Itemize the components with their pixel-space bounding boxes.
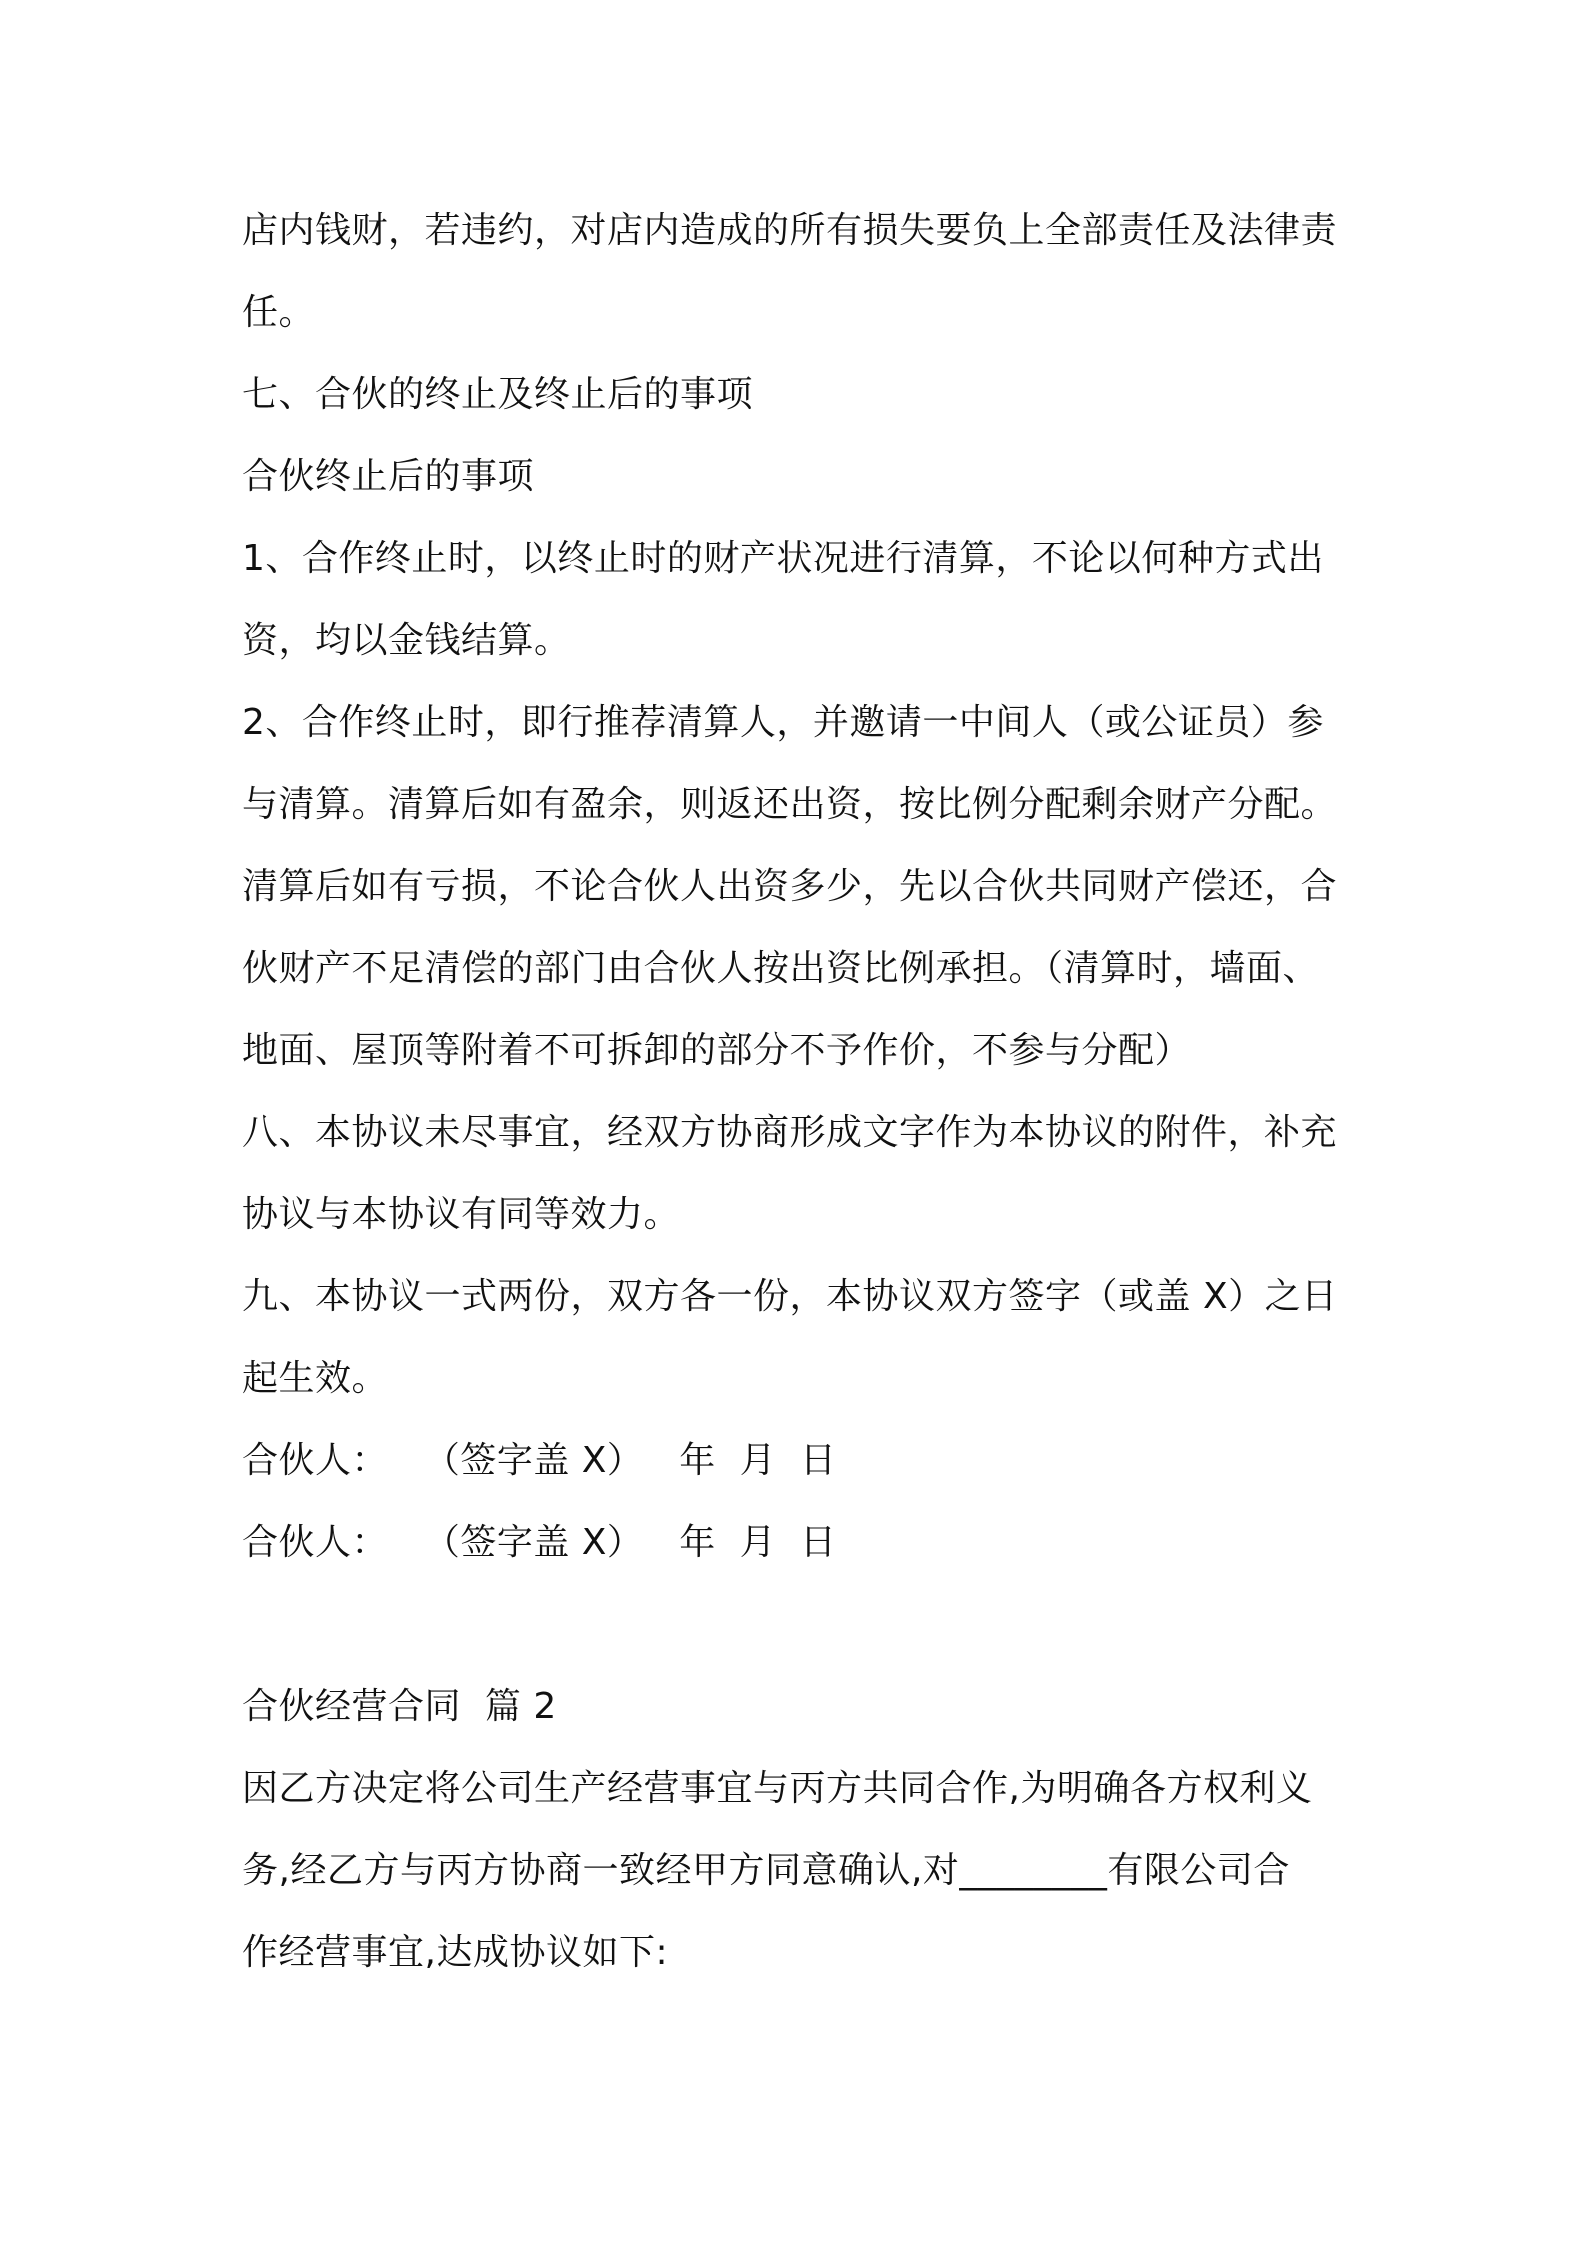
paragraph-line: 务,经乙方与丙方协商一致经甲方同意确认,对________有限公司合 [242,1850,1290,1891]
paragraph-line: 协议与本协议有同等效力。 [242,1194,681,1235]
signature-line: 合伙人： （签字盖 X） 年 月 日 [242,1522,837,1563]
section-heading-9: 九、本协议一式两份，双方各一份，本协议双方签字（或盖 X）之日 [242,1276,1338,1317]
paragraph-line: 起生效。 [242,1358,389,1399]
paragraph-line: 任。 [242,292,316,333]
paragraph-line: 2、合作终止时，即行推荐清算人，并邀请一中间人（或公证员）参 [242,702,1324,743]
subheading: 合伙终止后的事项 [242,456,535,497]
paragraph-line: 清算后如有亏损，不论合伙人出资多少，先以合伙共同财产偿还，合 [242,866,1338,907]
paragraph-line: 1、合作终止时，以终止时的财产状况进行清算，不论以何种方式出 [242,538,1324,579]
paragraph-line: 伙财产不足清偿的部门由合伙人按出资比例承担。（清算时，墙面、 [242,948,1320,989]
contract-title: 合伙经营合同 篇 2 [242,1686,557,1727]
paragraph-line: 店内钱财，若违约，对店内造成的所有损失要负上全部责任及法律责 [242,210,1338,251]
paragraph-line: 地面、屋顶等附着不可拆卸的部分不予作价，不参与分配） [242,1030,1192,1071]
paragraph-line: 作经营事宜,达成协议如下: [242,1932,669,1973]
paragraph-line: 与清算。清算后如有盈余，则返还出资，按比例分配剩余财产分配。 [242,784,1338,825]
paragraph-line: 资，均以金钱结算。 [242,620,571,661]
paragraph-line: 因乙方决定将公司生产经营事宜与丙方共同合作,为明确各方权利义 [242,1768,1313,1809]
section-heading-8: 八、本协议未尽事宜，经双方协商形成文字作为本协议的附件，补充 [242,1112,1338,1153]
section-heading-7: 七、合伙的终止及终止后的事项 [242,374,754,415]
signature-line: 合伙人： （签字盖 X） 年 月 日 [242,1440,837,1481]
